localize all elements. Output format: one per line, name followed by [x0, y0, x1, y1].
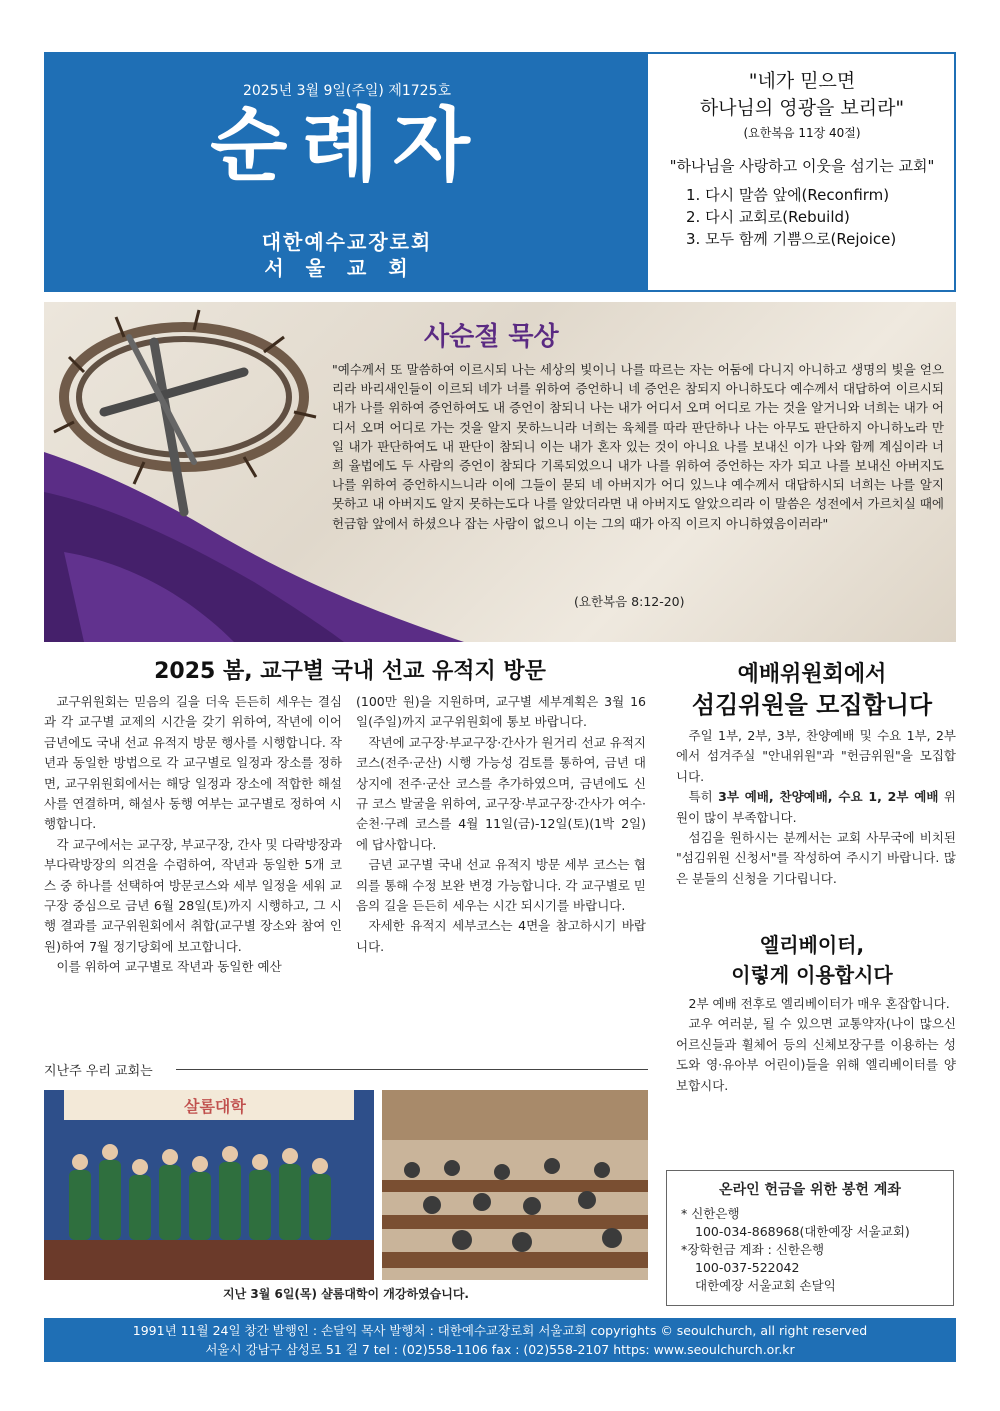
mission-visit-column-1 [44, 692, 342, 978]
goal-item: 2. 다시 교회로(Rebuild) [686, 208, 850, 226]
footer-publisher: 1991년 11월 24일 창간 발행인 : 손달익 목사 발행처 : 대한예수교장로회 서울교회 copyrights © seoulchurch, all right reserved [132, 1323, 868, 1338]
article-paragraph: 작년에 교구장·부교구장·간사가 원거리 선교 유적지 코스(전주·군산) 시행 가능성 검토를 통하여, 금년 대상지에 전주·군산 코스를 추가하였으며, 금년에도 신규 코스 발굴을 위하여, 교구장·부교구장·간사가 여수·순천·구례 코스를 4월 11일(금)-12일(토)(1박 2일)에 답사합니다. [356, 734, 646, 852]
masthead [46, 54, 648, 290]
offering-account-box [666, 1170, 954, 1306]
theme-verse-ref: (요한복음 11장 40절) [743, 126, 861, 140]
last-week-label: 지난주 우리 교회는 [44, 1064, 153, 1079]
offering-title: 온라인 헌금을 위한 봉헌 계좌 [719, 1182, 901, 1198]
lent-scripture-ref: (요한복음 8:12-20) [574, 594, 685, 609]
goal-list [650, 184, 954, 250]
theme-verse-line2: 하나님의 영광을 보리라" [699, 97, 905, 119]
goal-item: 1. 다시 말씀 앞에(Reconfirm) [686, 186, 890, 204]
photo-banner-text: 살롬대학 [184, 1097, 246, 1116]
worship-committee-body [676, 726, 956, 889]
congregation-photo [382, 1090, 648, 1280]
theme-verse [650, 68, 954, 122]
lent-meditation-banner [44, 302, 956, 642]
church-name: 서울교회 [264, 256, 430, 280]
article-paragraph: (100만 원)을 지원하며, 교구별 세부계획은 3월 16일(주일)까지 교구위원회에 통보 바랍니다. [356, 694, 646, 730]
masthead-box [44, 52, 956, 292]
worship-title-line1: 예배위원회에서 [737, 662, 887, 687]
heading-divider [176, 1069, 648, 1070]
church-vision: "하나님을 사랑하고 이웃을 섬기는 교회" [669, 157, 935, 175]
article-paragraph: 이를 위하여 교구별로 작년과 동일한 예산 [56, 959, 282, 975]
newsletter-title: 순례자 [210, 99, 484, 192]
lent-scripture: "예수께서 또 말씀하여 이르시되 나는 세상의 빛이니 나를 따르는 자는 어둠에 다니지 아니하고 생명의 빛을 얻으리라 바리새인들이 이르되 네가 너를 위하여 증언하니 네 증언은 참되지 아니하도다 예수께서 대답하여 이르시되 내가 나를 위하여 증언하여도 내 증언이 참되니 나는 내가 어디서 오며 어디로 가는 것을 알거니와 너희는 내가 어디서 오며 어디로 가는 것을 알지 못하느니라 너희는 육체를 따라 판단하나 나는 아무도 판단하지 아니하노라 만일 내가 판단하여도 내 판단이 참되니 이는 내가 혼자 있는 것이 아니요 나를 보내신 이가 나와 함께 계심이라 너희 율법에도 두 사람의 증언이 참되다 기록되었으니 내가 나를 위하여 증언하는 자가 되고 나를 보내신 아버지도 나를 위하여 증언하시느니라 이에 그들이 묻되 네 아버지가 어디 있느냐 예수께서 대답하시되 너희는 나를 알지 못하고 내 아버지도 알지 못하는도다 나를 알았더라면 내 아버지도 알았으리라 이 말씀은 성전에서 가르치실 때에 헌금함 앞에서 하셨으나 잡는 사람이 없으니 이는 그의 때가 아직 이르지 아니하였음이러라" [332, 362, 944, 531]
goal-item: 3. 모두 함께 기쁨으로(Rejoice) [686, 230, 897, 248]
worship-paragraph: 섬김을 원하시는 분께서는 교회 사무국에 비치된 "섬김위원 신청서"를 작성하여 주시기 바랍니다. 많은 분들의 신청을 기다립니다. [676, 830, 956, 886]
theme-verse-line1: "네가 믿으면 [748, 70, 856, 92]
mission-visit-column-2 [356, 692, 646, 957]
worship-paragraph: 주일 1부, 2부, 3부, 찬양예배 및 수요 1부, 2부에서 섬겨주실 "안내위원"과 "헌금위원"을 모집합니다. [676, 728, 956, 784]
article-paragraph: 자세한 유적지 세부코스는 4면을 참고하시기 바랍니다. [356, 918, 646, 954]
issue-date: 2025년 3월 9일(주일) 제1725호 [242, 83, 451, 99]
elevator-paragraph: 2부 예배 전후로 엘리베이터가 매우 혼잡합니다. [688, 996, 950, 1011]
article-paragraph: 교구위원회는 믿음의 길을 더욱 든든히 세우는 결심과 각 교구별 교제의 시간을 갖기 위하여, 작년에 이어 금년에도 국내 선교 유적지 방문 행사를 시행합니다. 작년과 동일한 방법으로 각 교구별로 일정과 장소를 정하면, 교구위원회에서는 해당 일정과 장소에 적합한 해설사를 연결하며, 해설사 동행 여부는 교구별로 정하여 시행합니다. [44, 694, 342, 832]
worship-title-line2: 섬김위원을 모집합니다 [691, 691, 933, 719]
last-week-heading [44, 1060, 648, 1079]
article-paragraph: 금년 교구별 국내 선교 유적지 방문 세부 코스는 협의를 통해 수정 보완 변경 가능합니다. 각 교구별로 믿음의 길을 든든히 세우는 시간 되시기를 바랍니다. [356, 857, 646, 914]
offering-bank: * 신한은행 [681, 1206, 740, 1221]
motto-panel [650, 54, 954, 290]
lent-title: 사순절 묵상 [424, 322, 559, 352]
elevator-paragraph: 교우 여러분, 될 수 있으면 교통약자(나이 많으신 어르신들과 휠체어 등의 신체보장구를 이용하는 성도와 영·유아부 어린이)들을 위해 엘리베이터를 양보합시다. [676, 1016, 956, 1093]
worship-text: 위원이 많이 부족합니다. [676, 789, 956, 825]
scholarship-account-number: 100-037-522042 [695, 1260, 800, 1275]
worship-paragraph [676, 787, 956, 828]
scholarship-bank: *장학헌금 계좌 : 신한은행 [681, 1242, 825, 1257]
worship-emphasis: 3부 예배, 찬양예배, 수요 1, 2부 예배 [718, 789, 939, 805]
offering-account-number: 100-034-868968(대한예장 서울교회) [695, 1224, 910, 1239]
article-paragraph: 각 교구에서는 교구장, 부교구장, 간사 및 다락방장과 부다락방장의 의견을 수렴하여, 작년과 동일한 5개 코스 중 하나를 선택하여 방문코스와 세부 일정을 세워 교구장 중심으로 금년 6월 28일(토)까지 시행하고, 그 시행 결과를 교구위원회에서 취합(교구별 장소와 참여 인원)하여 7월 정기당회에 보고합니다. [44, 836, 342, 954]
footer [44, 1318, 956, 1362]
choir-photo [44, 1090, 374, 1280]
elevator-title-line1: 엘리베이터, [759, 933, 865, 957]
worship-committee-title [668, 660, 956, 720]
account-holder: 대한예장 서울교회 손달익 [695, 1278, 836, 1293]
elevator-notice-title [668, 930, 956, 990]
photo-caption: 지난 3월 6일(목) 샬롬대학이 개강하였습니다. [222, 1287, 469, 1301]
worship-text: 특히 [688, 789, 719, 805]
elevator-notice-body [676, 994, 956, 1096]
elevator-title-line2: 이렇게 이용합시다 [731, 963, 893, 987]
footer-contact: 서울시 강남구 삼성로 51 길 7 tel : (02)558-1106 fax : (02)558-2107 https: www.seoulchurch.or.kr [205, 1342, 795, 1357]
mission-visit-title: 2025 봄, 교구별 국내 선교 유적지 방문 [154, 659, 546, 684]
church-denomination: 대한예수교장로회 [261, 230, 433, 254]
